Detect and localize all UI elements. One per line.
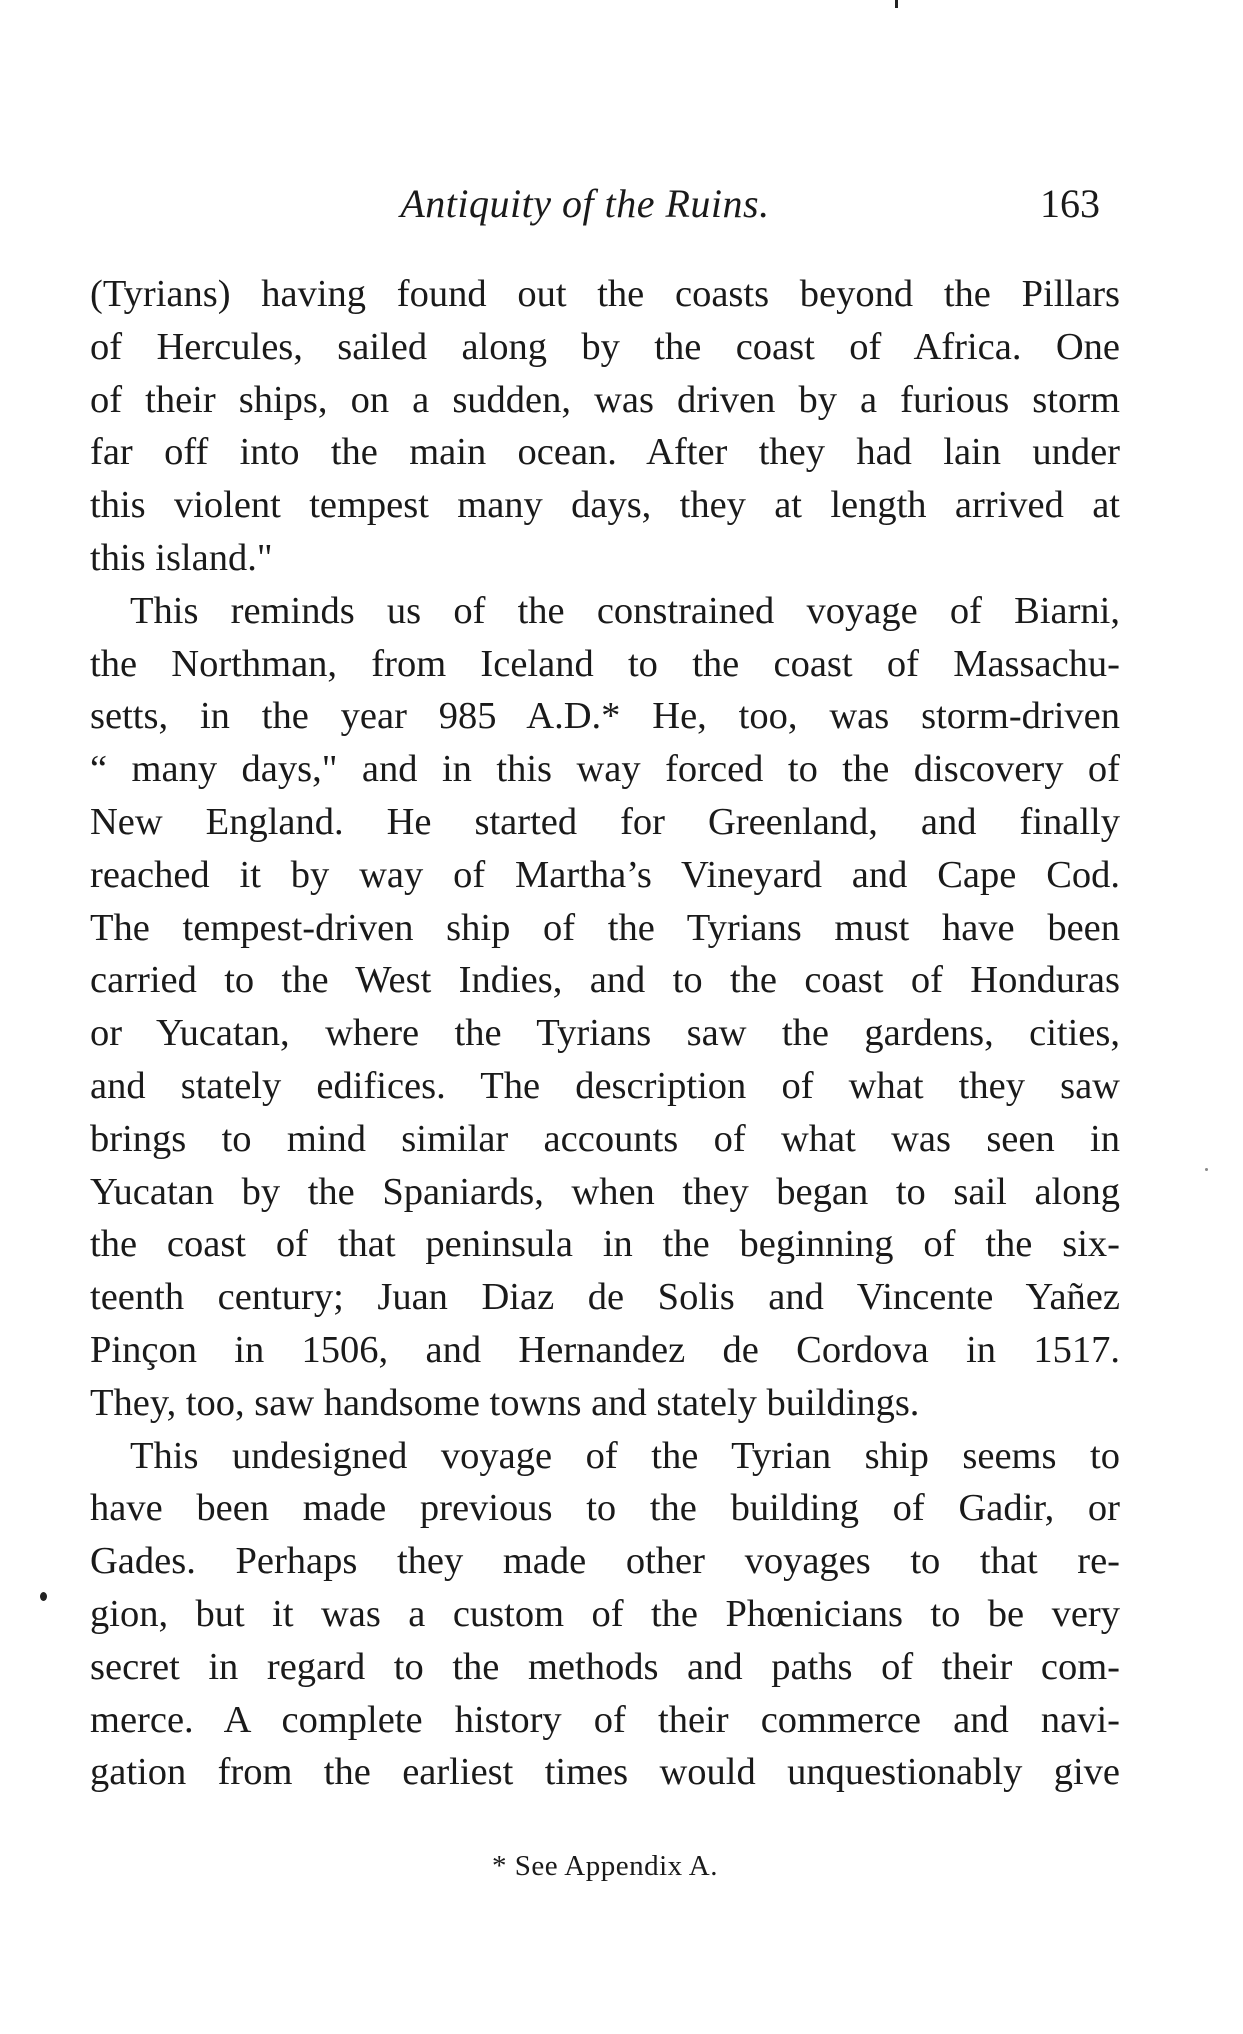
text-line: of their ships, on a sudden, was driven by a furious storm	[90, 378, 1120, 421]
text-line: This reminds us of the constrained voyage of Biarni,	[130, 589, 1120, 632]
text-line: have been made previous to the building of Gadir, or	[90, 1487, 1120, 1530]
text-line: This undesigned voyage of the Tyrian ship seems to	[130, 1434, 1120, 1477]
page-number: 163	[1040, 181, 1100, 226]
paper-speck	[1205, 1168, 1208, 1171]
text-line: Pinçon in 1506, and Hernandez de Cordova in 1517.	[90, 1328, 1120, 1371]
text-line: gation from the earliest times would unquestionably give	[90, 1751, 1120, 1794]
footnote: * See Appendix A.	[492, 1850, 718, 1882]
running-title: Antiquity of the Ruins.	[400, 181, 770, 226]
body-text	[90, 268, 1120, 1799]
text-line: this island."	[90, 536, 273, 579]
text-line: (Tyrians) having found out the coasts beyond the Pillars	[90, 273, 1120, 315]
margin-ink-dot	[40, 1592, 47, 1601]
text-line: and stately edifices. The description of what they saw	[90, 1064, 1120, 1107]
text-line: secret in regard to the methods and paths of their com-	[90, 1645, 1120, 1688]
text-line: carried to the West Indies, and to the coast of Honduras	[90, 959, 1120, 1002]
text-line: The tempest-driven ship of the Tyrians must have been	[90, 906, 1120, 949]
text-line: setts, in the year 985 A.D.* He, too, was storm-driven	[90, 695, 1120, 738]
scan-mark	[895, 0, 898, 8]
text-line: the coast of that peninsula in the beginning of the six-	[90, 1223, 1120, 1266]
text-line: the Northman, from Iceland to the coast of Massachu-	[90, 642, 1120, 685]
text-line: They, too, saw handsome towns and stately buildings.	[90, 1381, 920, 1424]
text-line: brings to mind similar accounts of what was seen in	[90, 1117, 1120, 1160]
text-line: teenth century; Juan Diaz de Solis and Vincente Yañez	[90, 1276, 1120, 1319]
text-line: far off into the main ocean. After they had lain under	[90, 431, 1120, 474]
text-line: of Hercules, sailed along by the coast of Africa. One	[90, 325, 1120, 368]
text-line: reached it by way of Martha’s Vineyard and Cape Cod.	[90, 853, 1120, 896]
text-line: Yucatan by the Spaniards, when they began to sail along	[90, 1170, 1120, 1213]
text-line: gion, but it was a custom of the Phœnicians to be very	[90, 1592, 1120, 1635]
text-line: “ many days," and in this way forced to the discovery of	[90, 748, 1120, 791]
text-line: Gades. Perhaps they made other voyages to that re-	[90, 1540, 1120, 1583]
text-line: merce. A complete history of their commerce and navi-	[90, 1698, 1120, 1741]
page-header	[90, 180, 1120, 240]
text-line: or Yucatan, where the Tyrians saw the gardens, cities,	[90, 1012, 1120, 1055]
text-line: this violent tempest many days, they at length arrived at	[90, 484, 1120, 527]
text-line: New England. He started for Greenland, and finally	[90, 800, 1120, 843]
